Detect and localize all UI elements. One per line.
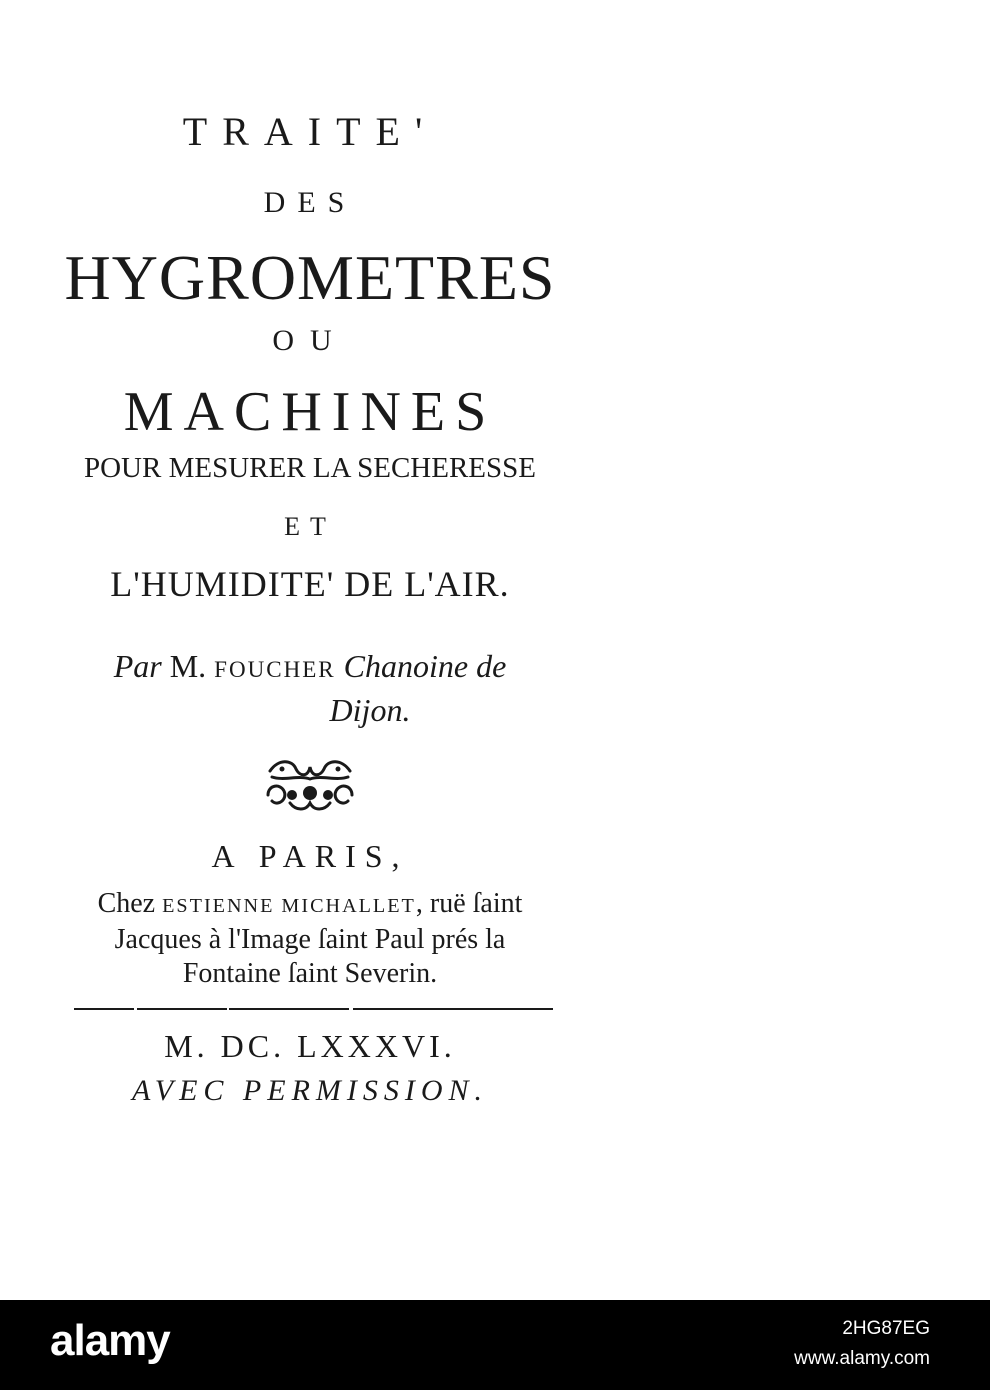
imprint-line-2: Jacques à l'Image ſaint Paul prés la xyxy=(114,924,506,955)
image-id: 2HG87EG xyxy=(842,1318,930,1339)
imprint-chez: Chez xyxy=(97,888,156,919)
author-line xyxy=(20,650,600,682)
imprint-line-3: Fontaine ſaint Severin. xyxy=(182,958,438,989)
title-machines: MACHINES xyxy=(123,381,497,443)
author-m: M. xyxy=(169,648,207,684)
imprint-year: M. DC. LXXXVI. xyxy=(164,1028,456,1064)
title-pour-mesurer: POUR MESURER LA SECHERESSE xyxy=(83,452,536,484)
brand-logo: alamy xyxy=(50,1316,170,1365)
imprint-line-1 xyxy=(20,890,600,918)
printer-ornament-icon xyxy=(262,755,358,815)
author-place: Dijon. xyxy=(329,692,411,728)
author-role: Chanoine de xyxy=(343,648,507,684)
title-traite: TRAITE' xyxy=(182,109,438,154)
site-url: www.alamy.com xyxy=(794,1348,930,1369)
divider-rule xyxy=(72,1003,558,1015)
title-ou: OU xyxy=(272,324,348,357)
author-name: FOUCHER xyxy=(214,656,336,682)
imprint-line-1-rest: , ruë ſaint xyxy=(415,888,523,919)
title-hygrometres: HYGROMETRES xyxy=(64,242,556,313)
title-humidite: L'HUMIDITE' DE L'AIR. xyxy=(110,564,510,604)
title-des: DES xyxy=(263,186,357,219)
author-par: Par xyxy=(113,648,162,684)
watermark-footer xyxy=(0,1300,990,1390)
imprint-city: A PARIS, xyxy=(211,838,409,874)
imprint-printer: ESTIENNE MICHALLET xyxy=(162,895,416,917)
title-et: ET xyxy=(284,512,336,541)
imprint-permission: AVEC PERMISSION. xyxy=(131,1074,489,1107)
